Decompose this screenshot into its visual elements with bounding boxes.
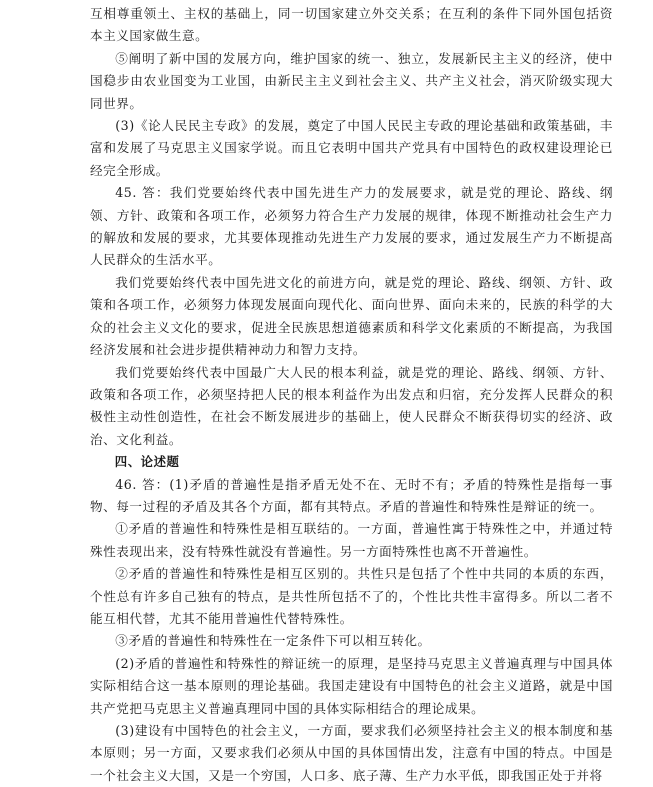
paragraph-answer-46-point-3: ③矛盾的普遍性和特殊性在一定条件下可以相互转化。 bbox=[115, 633, 431, 649]
paragraph-answer-46-part-2: (2)矛盾的普遍性和特殊性的辩证统一的原理，是坚持马克思主义普遍真理与中国具体实际相结合这一基本原则的理论基础。我国走建设有中国特色的社会主义道路，就是中国共产党把马克思主义普遍真理同中国的具体实际相结合的理论成果。 bbox=[90, 655, 613, 716]
paragraph-answer-46-point-2: ②矛盾的普遍性和特殊性是相互区别的。共性只是包括了个性中共同的本质的东西，个性总有许多自己独有的特点，是共性所包括不了的，个性比共性丰富得多。所以二者不能互相代替，尤其不能用普遍性代替特殊性。 bbox=[90, 566, 613, 626]
paragraph-answer-45-culture: 我们党要始终代表中国先进文化的前进方向，就是党的理论、路线、纲领、方针、政策和各项工作，必须努力体现发展面向现代化、面向世界、面向未来的，民族的科学的大众的社会主义文化的要求，促进全民族思想道德素质和科学文化素质的不断提高，为我国经济发展和社会进步提供精神动力和智力支持。 bbox=[90, 274, 613, 358]
section-heading-essay: 四、论述题 bbox=[114, 454, 180, 470]
paragraph-answer-46-intro: 46. 答：(1)矛盾的普遍性是指矛盾无处不在、无时不有；矛盾的特殊性是指每一事物、每一过程的矛盾及其各个方面，都有其特点。矛盾的普遍性和特殊性是辩证的统一。 bbox=[90, 476, 613, 514]
paragraph-answer-45-productivity: 45. 答：我们党要始终代表中国先进生产力的发展要求，就是党的理论、路线、纲领、方针、政策和各项工作，必须努力符合生产力发展的规律，体现不断推动社会生产力的解放和发展的要求，尤其要体现推动先进生产力发展的要求，通过发展生产力不断提高人民群众的生活水平。 bbox=[90, 185, 613, 268]
paragraph-answer-45-interests: 我们党要始终代表中国最广大人民的根本利益，就是党的理论、路线、纲领、方针、政策和各项工作，必须坚持把人民的根本利益作为出发点和归宿，充分发挥人民群众的积极性主动性创造性，在社会不断发展进步的基础上，使人民群众不断获得切实的经济、政治、文化利益。 bbox=[90, 364, 613, 447]
paragraph-new-china-direction: ⑤阐明了新中国的发展方向，维护国家的统一、独立，发展新民主主义的经济，使中国稳步由农业国变为工业国，由新民主主义到社会主义、共产主义社会，消灭阶级实现大同世界。 bbox=[90, 50, 613, 111]
paragraph-democratic-dictatorship: (3)《论人民民主专政》的发展，奠定了中国人民民主专政的理论基础和政策基础，丰富和发展了马克思主义国家学说。而且它表明中国共产党具有中国特色的政权建设理论已经完全形成。 bbox=[90, 118, 613, 178]
paragraph-answer-46-part-3: (3)建设有中国特色的社会主义，一方面，要求我们必须坚持社会主义的根本制度和基本原则；另一方面，又要求我们必须从中国的具体国情出发，注意有中国的特点。中国是一个社会主义大国，又是一个穷国，人口多、底子薄、生产力水平低，即我国正处于并将 bbox=[90, 723, 613, 783]
paragraph-answer-46-point-1: ①矛盾的普遍性和特殊性是相互联结的。一方面，普遍性寓于特殊性之中，并通过特殊性表现出来，没有特殊性就没有普遍性。另一方面特殊性也离不开普遍性。 bbox=[90, 521, 613, 559]
paragraph-foreign-relations: 互相尊重领土、主权的基础上，同一切国家建立外交关系；在互利的条件下同外国包括资本主义国家做生意。 bbox=[90, 6, 613, 44]
